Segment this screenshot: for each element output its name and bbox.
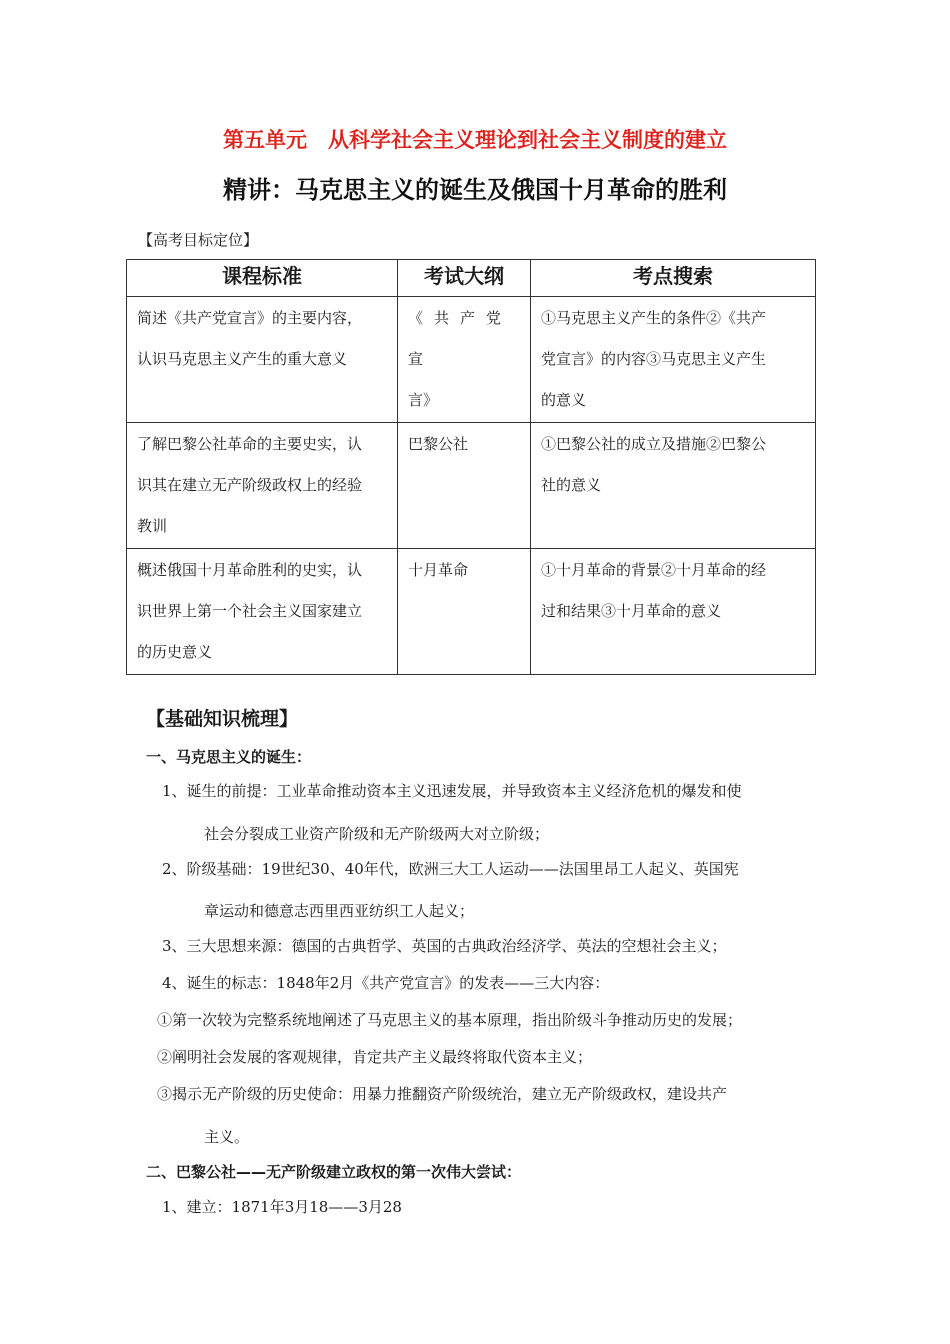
table-cell (398, 297, 531, 423)
cell-line: ①马克思主义产生的条件②《共产 (541, 309, 767, 327)
cell-line: 《共产党宣 (408, 309, 513, 368)
table-header-row (127, 260, 816, 297)
part1-heading: 一、马克思主义的诞生： (146, 748, 312, 766)
cell-line: 概述俄国十月革命胜利的史实，认 (137, 561, 363, 579)
column-header: 考试大纲 (398, 260, 531, 297)
table-cell (531, 549, 816, 675)
column-header: 课程标准 (127, 260, 398, 297)
cell-line: 的意义 (541, 391, 587, 409)
paragraph-line: 主义。 (204, 1128, 250, 1146)
table-cell (531, 423, 816, 549)
cell-line: 识世界上第一个社会主义国家建立 (137, 602, 363, 620)
paragraph-line: 3、三大思想来源：德国的古典哲学、英国的古典政治经济学、英法的空想社会主义； (162, 937, 727, 955)
cell-line: ①十月革命的背景②十月革命的经 (541, 561, 767, 579)
cell-line: ①巴黎公社的成立及措施②巴黎公 (541, 435, 767, 453)
table-cell (531, 297, 816, 423)
paragraph-line: 2、阶级基础：19世纪30、40年代，欧洲三大工人运动——法国里昂工人起义、英国宪 (162, 860, 739, 878)
cell-line: 简述《共产党宣言》的主要内容， (137, 309, 363, 327)
cell-line: 过和结果③十月革命的意义 (541, 602, 722, 620)
cell-line: 党宣言》的内容③马克思主义产生 (541, 350, 767, 368)
paragraph-line: 1、建立：1871年3月18——3月28 (162, 1198, 402, 1216)
cell-line: 言》 (408, 391, 439, 409)
paragraph-line: 1、诞生的前提：工业革命推动资本主义迅速发展，并导致资本主义经济危机的爆发和使 (162, 782, 742, 800)
cell-line: 十月革命 (408, 561, 469, 579)
column-header: 考点搜索 (531, 260, 816, 297)
cell-line: 的历史意义 (137, 643, 213, 661)
table-row (127, 297, 816, 423)
unit-title: 第五单元 从科学社会主义理论到社会主义制度的建立 (223, 128, 727, 152)
paragraph-line: 4、诞生的标志：1848年2月《共产党宣言》的发表——三大内容： (162, 974, 610, 992)
target-label: 【高考目标定位】 (138, 231, 259, 249)
section-title: 【基础知识梳理】 (146, 708, 299, 730)
table-cell (127, 423, 398, 549)
paragraph-line: ②阐明社会发展的客观规律，肯定共产主义最终将取代资本主义； (157, 1048, 593, 1066)
table-cell (398, 549, 531, 675)
paragraph-line: ①第一次较为完整系统地阐述了马克思主义的基本原理，指出阶级斗争推动历史的发展； (157, 1011, 743, 1029)
cell-line: 巴黎公社 (408, 435, 469, 453)
cell-line: 了解巴黎公社革命的主要史实，认 (137, 435, 363, 453)
cell-line: 教训 (137, 517, 168, 535)
curriculum-table (126, 259, 816, 675)
page-title: 精讲：马克思主义的诞生及俄国十月革命的胜利 (223, 176, 727, 204)
paragraph-line: ③揭示无产阶级的历史使命：用暴力推翻资产阶级统治，建立无产阶级政权，建设共产 (157, 1085, 728, 1103)
table-row (127, 423, 816, 549)
cell-line: 认识马克思主义产生的重大意义 (137, 350, 348, 368)
table-cell (127, 297, 398, 423)
paragraph-line: 章运动和德意志西里西亚纺织工人起义； (204, 902, 475, 920)
paragraph-line: 社会分裂成工业资产阶级和无产阶级两大对立阶级； (204, 825, 550, 843)
table-row (127, 549, 816, 675)
table-cell (127, 549, 398, 675)
cell-line: 识其在建立无产阶级政权上的经验 (137, 476, 363, 494)
table-cell (398, 423, 531, 549)
cell-line: 社的意义 (541, 476, 602, 494)
part2-heading: 二、巴黎公社——无产阶级建立政权的第一次伟大尝试： (146, 1163, 522, 1181)
